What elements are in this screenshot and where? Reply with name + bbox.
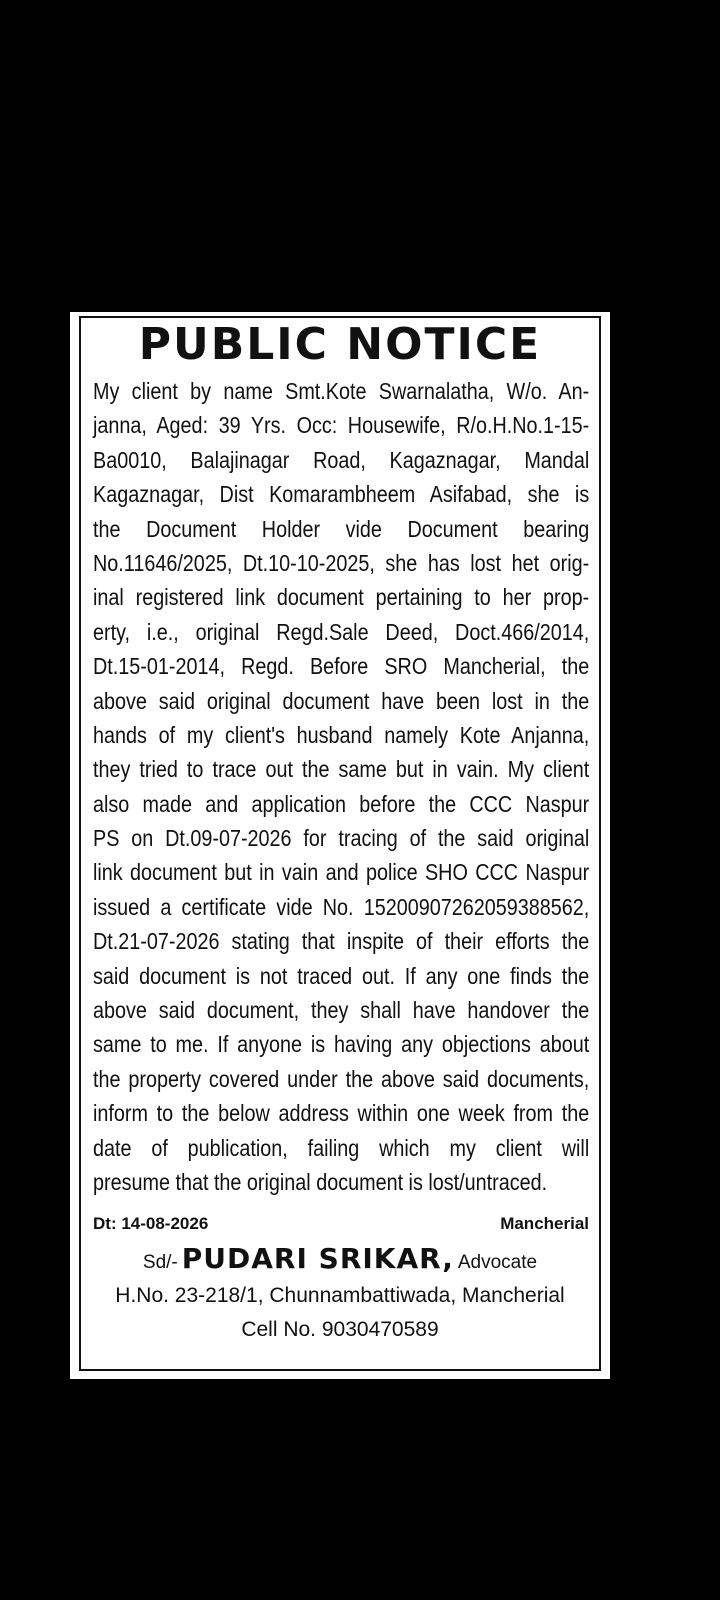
body-line: above said original document have been lost in the [93,687,590,714]
body-line: PS on Dt.09-07-2026 for tracing of the said original [93,825,590,852]
advocate-name: PUDARI SRIKAR, [181,1242,454,1275]
body-line: above said document, they shall have handover the [93,997,590,1024]
body-line: said document is not traced out. If any one finds the [93,962,590,989]
body-line: Dt.15-01-2014, Regd. Before SRO Mancherial, the [93,653,590,680]
notice-title: PUBLIC NOTICE [138,319,542,370]
notice-border-frame [79,316,601,1371]
body-line: My client by name Smt.Kote Swarnalatha, W/o. An- [93,378,590,404]
body-line: date of publication, failing which my client will [93,1134,590,1161]
body-line: also made and application before the CCC Naspur [93,790,590,817]
signature-row [81,1242,599,1275]
notice-place: Mancherial [500,1214,589,1233]
body-line: Dt.21-07-2026 stating that inspite of their efforts the [93,928,590,955]
body-line: they tried to trace out the same but in vain. My client [93,756,590,783]
advocate-title: Advocate [457,1252,538,1273]
notice-date: Dt: 14-08-2026 [93,1214,209,1233]
advocate-address: H.No. 23-218/1, Chunnambattiwada, Mancherial [115,1284,565,1307]
body-line: the property covered under the above said documents, [93,1065,590,1092]
body-line: erty, i.e., original Regd.Sale Deed, Doct.466/2014, [93,618,590,645]
body-line: Ba0010, Balajinagar Road, Kagaznagar, Mandal [93,446,590,473]
body-line: link document but in vain and police SHO CCC Naspur [93,859,590,886]
notice-body [93,374,590,1199]
body-line: Kagaznagar, Dist Komarambheem Asifabad, she is [93,481,590,508]
advocate-cell: Cell No. 9030470589 [241,1318,439,1341]
body-line: janna, Aged: 39 Yrs. Occ: Housewife, R/o.H.No.1-15- [93,412,590,439]
body-line: No.11646/2025, Dt.10-10-2025, she has lost het orig- [93,549,590,576]
body-line: inal registered link document pertaining to her prop- [93,584,590,611]
body-line: issued a certificate vide No. 15200907262059388562, [93,893,590,920]
body-line: presume that the original document is lost/untraced. [93,1168,548,1195]
signature-prefix: Sd/- [142,1252,178,1273]
public-notice-card [70,312,610,1379]
body-line: inform to the below address within one week from the [93,1100,590,1127]
body-line: same to me. If anyone is having any objections about [93,1031,590,1058]
body-line: hands of my client's husband namely Kote Anjanna, [93,721,590,748]
body-line: the Document Holder vide Document bearing [93,515,590,542]
